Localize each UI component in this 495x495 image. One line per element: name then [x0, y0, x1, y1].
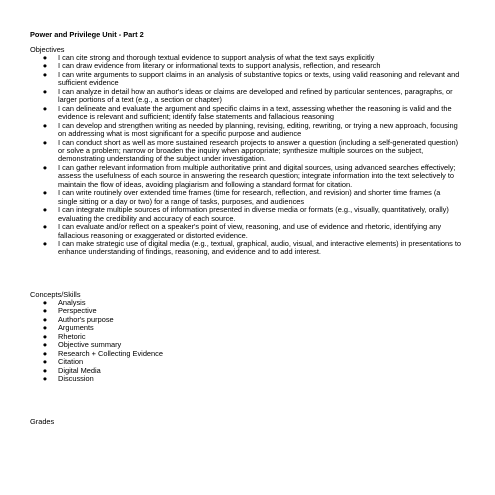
- objective-item: [30, 122, 465, 139]
- bullet-icon: ●: [42, 348, 48, 358]
- objective-item-text: I can gather relevant information from multiple authoritative print and digital sources, using advanced searches effectively; assess the usefulness of each source in answering the research question; integrate information into the text selectively to maintain the flow of ideas, avoiding plagiarism and following a standard format for citation.: [58, 162, 456, 189]
- objective-item-text: I can delineate and evaluate the argument and specific claims in a text, assessing whether the reasoning is valid and the evidence is relevant and sufficient; identify false statements and fallacious reasoning: [58, 103, 452, 122]
- objectives-heading: Objectives: [30, 45, 65, 54]
- document-title: Power and Privilege Unit - Part 2: [30, 30, 144, 39]
- bullet-icon: ●: [42, 323, 48, 333]
- concept-item: [30, 375, 465, 383]
- bullet-icon: ●: [42, 162, 48, 172]
- objective-item-text: I can conduct short as well as more sustained research projects to answer a question (including a self-generated question) or solve a problem; narrow or broaden the inquiry when appropriate; synthesize multiple sources on the subject, demonstrating understanding of the subject under investigation.: [58, 137, 459, 164]
- objective-item-text: I can write arguments to support claims in an analysis of substantive topics or texts, using valid reasoning and relevant and sufficient evidence: [58, 69, 460, 88]
- objective-item: [30, 189, 465, 206]
- objective-item: [30, 223, 465, 240]
- concepts-heading: Concepts/Skills: [30, 289, 81, 299]
- concept-item: [30, 324, 465, 332]
- objective-item-text: I can integrate multiple sources of information presented in diverse media or formats (e.g., visually, quantitatively, orally) evaluating the credibility and accuracy of each source.: [58, 205, 449, 223]
- objective-item-text: I can write routinely over extended time frames (time for research, reflection, and revision) and shorter time frames (a single sitting or a day or two) for a range of tasks, purposes, and audiences: [58, 188, 441, 206]
- objective-item-text: I can cite strong and thorough textual evidence to support analysis of what the text says explicitly: [58, 53, 375, 62]
- objective-item-text: I can draw evidence from literary or informational texts to support analysis, reflection, and research: [58, 61, 381, 71]
- bullet-icon: ●: [42, 188, 48, 198]
- concept-item-text: Analysis: [58, 297, 86, 307]
- objective-item: [30, 206, 465, 223]
- concepts-list: [30, 299, 465, 384]
- concept-item-text: Research + Collecting Evidence: [58, 348, 163, 358]
- bullet-icon: ●: [42, 365, 48, 375]
- objective-item: [30, 71, 465, 88]
- bullet-icon: ●: [42, 103, 48, 113]
- concept-item-text: Author's purpose: [58, 314, 114, 324]
- concept-item: [30, 350, 465, 358]
- bullet-icon: ●: [42, 53, 48, 62]
- objective-item-text: I can analyze in detail how an author's ideas or claims are developed and refined by particular sentences, paragraphs, or larger portions of a text (e.g., a section or chapter): [58, 86, 453, 105]
- bullet-icon: ●: [42, 340, 48, 350]
- bullet-icon: ●: [42, 306, 48, 316]
- concept-item-text: Digital Media: [58, 365, 101, 375]
- concept-item-text: Arguments: [58, 323, 94, 333]
- objective-item-text: I can develop and strengthen writing as needed by planning, revising, editing, rewriting, or trying a new approach, focusing on addressing what is most significant for a specific purpose and audience: [58, 120, 458, 139]
- objective-item: [30, 164, 465, 189]
- bullet-icon: ●: [42, 86, 48, 96]
- objective-item-text: I can make strategic use of digital media (e.g., textual, graphical, audio, visual, and interactive elements) in presentations to enhance understanding of findings, reasoning, and evidence and to add interest.: [58, 238, 462, 257]
- concept-item-text: Citation: [58, 357, 84, 367]
- concept-item-text: Rhetoric: [58, 331, 86, 341]
- grades-heading: Grades: [30, 417, 55, 427]
- bullet-icon: ●: [42, 61, 48, 71]
- concept-item: [30, 367, 465, 375]
- bullet-icon: ●: [42, 222, 48, 232]
- bullet-icon: ●: [42, 238, 48, 248]
- bullet-icon: ●: [42, 314, 48, 324]
- concept-item: [30, 316, 465, 324]
- objective-item: [30, 139, 465, 164]
- objective-item: [30, 240, 465, 257]
- bullet-icon: ●: [42, 357, 48, 367]
- objective-item: [30, 88, 465, 105]
- concept-item-text: Perspective: [58, 306, 97, 316]
- bullet-icon: ●: [42, 137, 48, 147]
- objective-item: [30, 105, 465, 122]
- bullet-icon: ●: [42, 120, 48, 130]
- objectives-list: [30, 54, 465, 257]
- bullet-icon: ●: [42, 297, 48, 307]
- bullet-icon: ●: [42, 69, 48, 79]
- concept-item-text: Discussion: [58, 373, 94, 383]
- concept-item-text: Objective summary: [58, 340, 122, 350]
- bullet-icon: ●: [42, 373, 48, 383]
- bullet-icon: ●: [42, 205, 48, 215]
- objective-item-text: I can evaluate and/or reflect on a speaker's point of view, reasoning, and use of evidence and rhetoric, identifying any fallacious reasoning or exaggerated or distorted evidence.: [58, 222, 442, 240]
- bullet-icon: ●: [42, 331, 48, 341]
